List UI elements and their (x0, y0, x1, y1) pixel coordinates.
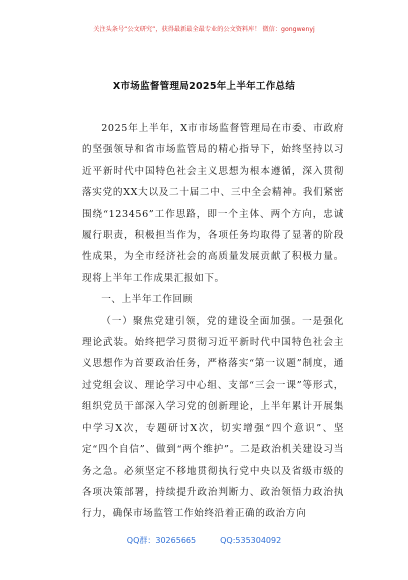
intro-paragraph: 2025年上半年，X市市场监督管理局在市委、市政府的坚强领导和省市场监管局的精心指导下，始终坚持以习近平新时代中国特色社会主义思想为根本遵循，深入贯彻落实党的XX大以及二十届二中、三中全会精神。我们紧密围绕“123456”工作思路，即一个主体、两个方向，忠诚履行职责，积极担当作为，各项任务均取得了显著的阶段性成果，为全市经济社会的高质量发展贡献了积极力量。现将上半年工作成果汇报如下。 (82, 123, 344, 284)
section-heading: 一、上半年工作回顾 (101, 294, 193, 306)
qq-group-number: QQ群：30265665 (126, 536, 197, 545)
page-footer (0, 535, 408, 546)
qq-contact-number: QQ:535304092 (220, 536, 282, 545)
document-title: X市场监督管理局2025年上半年工作总结 (112, 81, 296, 92)
promo-header-note: 关注头条号“公文研究”，获得最新最全最专业的公文资料库！ 微信：gongwenyj (93, 26, 315, 33)
document-body (82, 118, 344, 525)
body-paragraph: （一）聚焦党建引领，党的建设全面加强。一是强化理论武装。始终把学习贯彻习近平新时代中国特色社会主义思想作为首要政治任务，严格落实“第一议题”制度，通过党组会议、理论学习中心组、支部“三会一课”等形式，组织党员干部深入学习党的创新理论，上半年累计开展集中学习X次，专题研讨X次，切实增强“四个意识”、坚定“四个自信”、做到“两个维护”。二是政治机关建设习当务之急。必须坚定不移地贯彻执行党中央以及省级市级的各项决策部署，持续提升政治判断力、政治领悟力政治执行力，确保市场监管工作始终沿着正确的政治方向 (82, 315, 344, 520)
